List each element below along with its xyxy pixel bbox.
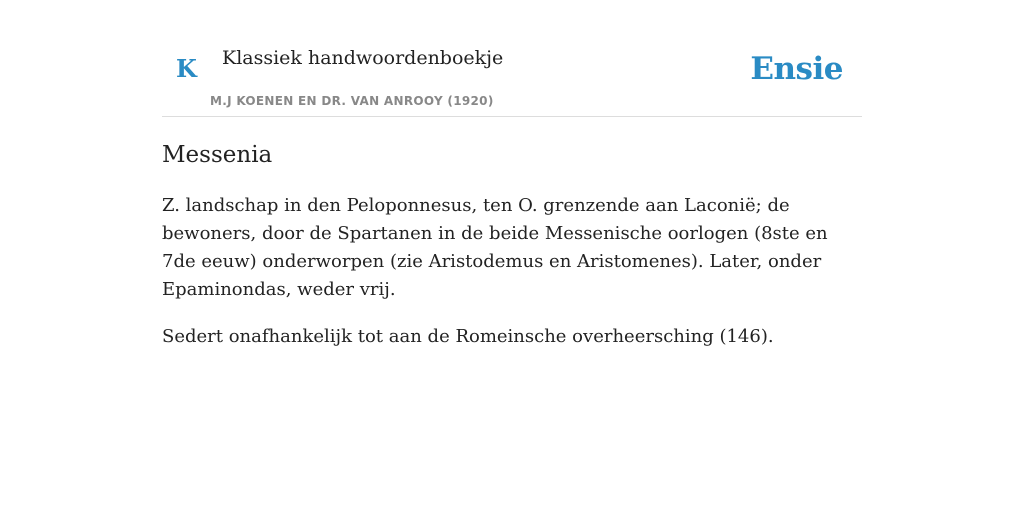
ensie-logo-link[interactable]: Ensie: [750, 51, 843, 87]
book-header: [162, 0, 862, 117]
book-author: M.J KOENEN EN DR. VAN ANROOY (1920): [210, 94, 494, 108]
entry-title: Messenia: [162, 142, 273, 168]
book-logo-icon[interactable]: K: [176, 54, 197, 83]
entry-paragraph: Sedert onafhankelijk tot aan de Romeinsche overheersching (146).: [162, 326, 774, 347]
entry-content: [162, 138, 862, 351]
book-title-link[interactable]: Klassiek handwoordenboekje: [222, 47, 504, 69]
entry-paragraph: Z. landschap in den Peloponnesus, ten O. grenzende aan Laconië; de bewoners, door de Spartanen in de beide Messenische oorlogen (8ste en 7de eeuw) onderworpen (zie Aristodemus en Aristomenes). Later, onder Epaminondas, weder vrij.: [162, 195, 828, 300]
